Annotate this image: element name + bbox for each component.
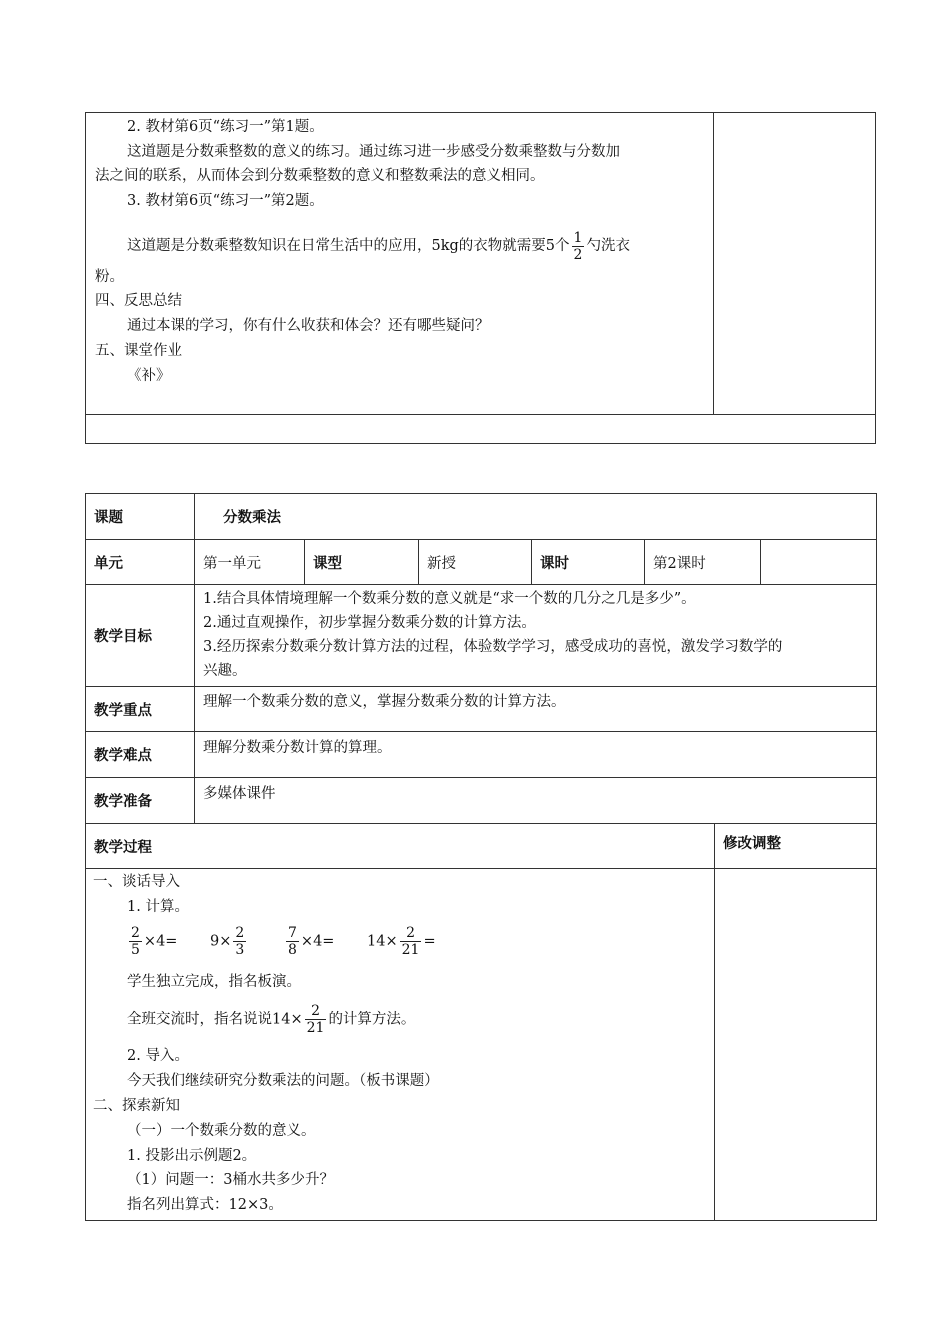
expression-2 [210,925,248,958]
process-adjust-cell [715,869,877,1221]
unit-value-cell [195,540,305,585]
top-line-4: 3. 教材第6页“练习一”第2题。 [127,193,324,209]
question-1: （1）问题一：3桶水共多少升？ [127,1172,334,1188]
adjust-label-cell [715,824,877,869]
exchange-suffix: 的计算方法。 [328,1011,416,1028]
expr4-head: 14× [367,933,398,950]
period-value: 第2课时 [653,555,706,572]
process-content-cell [86,869,715,1221]
key-value-cell [195,687,877,732]
period-label-cell [532,540,645,585]
lesson-plan-table [85,493,877,1221]
type-label: 课型 [313,555,342,572]
unit-label-cell [86,540,195,585]
lead-text: 今天我们继续研究分数乘法的问题。（板书课题） [127,1073,439,1089]
unit-value: 第一单元 [203,555,261,572]
expr3-fraction: $\frac{7}{8}$ [288,925,297,958]
title-label-cell [86,494,195,540]
prep-label: 教学准备 [94,794,152,810]
expr3-tail: ×4= [300,933,335,950]
title-label: 课题 [94,510,123,526]
difficulty-label: 教学难点 [94,748,152,764]
expr4-tail: = [423,933,436,950]
top-line-2: 这道题是分数乘整数的意义的练习。通过练习进一步感受分数乘整数与分数加 [127,144,620,160]
half-fraction: $\frac{1}{2}$ [573,229,583,263]
prep-label-cell [86,778,195,824]
goal-3: 3.经历探索分数乘分数计算方法的过程，体验数学学习，感受成功的喜悦，激发学习数学的 [203,639,783,655]
homework-text: 《补》 [127,368,171,384]
process-label: 教学过程 [94,839,152,856]
top-line-3: 法之间的联系，从而体会到分数乘整数的意义和整数乘法的意义相同。 [95,168,545,184]
adjust-label: 修改调整 [723,836,781,852]
show-example: 1. 投影出示例题2。 [127,1148,257,1164]
top-line-1: 2. 教材第6页“练习一”第1题。 [127,119,324,135]
goal-1: 1.结合具体情境理解一个数乘分数的意义就是“求一个数的几分之几是多少”。 [203,591,696,607]
exchange-fraction: $\frac{2}{21}$ [306,1003,325,1036]
reflect-heading: 四、反思总结 [95,293,182,309]
key-label: 教学重点 [94,702,152,719]
continuation-footer-cell [86,415,876,444]
expression-4 [367,925,436,958]
period-label: 课时 [540,555,569,572]
expression-3 [284,925,334,958]
application-line [127,228,630,264]
expression-1 [127,925,177,958]
period-extra-cell [761,540,877,585]
prep-value-cell [195,778,877,824]
difficulty-value-cell [195,732,877,778]
intro-heading: 一、谈话导入 [93,874,180,890]
period-value-cell [645,540,761,585]
exchange-line [127,1003,415,1036]
expr1-tail: ×4= [143,933,178,950]
process-label-cell [86,824,715,869]
goals-label-cell [86,585,195,687]
formula-line: 指名列出算式：12×3。 [127,1197,283,1213]
type-value-cell [419,540,532,585]
homework-heading: 五、课堂作业 [95,343,182,359]
key-label-cell [86,687,195,732]
expr2-head: 9× [210,933,232,950]
difficulty-label-cell [86,732,195,778]
unit-label: 单元 [94,555,123,572]
prep-value: 多媒体课件 [203,786,276,802]
goal-2: 2.通过直观操作，初步掌握分数乘分数的计算方法。 [203,615,536,631]
lesson-title: 分数乘法 [223,510,281,526]
student-line: 学生独立完成，指名板演。 [127,974,301,990]
key-value: 理解一个数乘分数的意义，掌握分数乘分数的计算方法。 [203,694,566,710]
explore-heading: 二、探索新知 [93,1098,180,1114]
exchange-prefix: 全班交流时，指名说说14× [127,1011,303,1028]
type-label-cell [305,540,419,585]
application-prefix: 这道题是分数乘整数知识在日常生活中的应用，5kg的衣物就需要5个 [127,238,570,254]
sub-heading-1: （一）一个数乘分数的意义。 [127,1123,316,1139]
reflect-text: 通过本课的学习，你有什么收获和体会？还有哪些疑问？ [127,318,490,334]
type-value: 新授 [427,555,456,572]
title-value-cell [195,494,877,540]
difficulty-value: 理解分数乘分数计算的算理。 [203,740,392,756]
expr2-fraction: $\frac{2}{3}$ [235,925,245,958]
expr1-fraction: $\frac{2}{5}$ [131,925,140,958]
continuation-adjust-cell [714,113,876,415]
lead-heading: 2. 导入。 [127,1048,189,1064]
goals-cell [195,585,877,687]
calc-heading: 1. 计算。 [127,899,189,915]
goals-label: 教学目标 [94,629,152,645]
application-suffix: 勺洗衣 [586,238,630,254]
goal-4: 兴趣。 [203,663,247,679]
application-wrap: 粉。 [95,269,124,285]
expr4-fraction: $\frac{2}{21}$ [401,925,420,958]
